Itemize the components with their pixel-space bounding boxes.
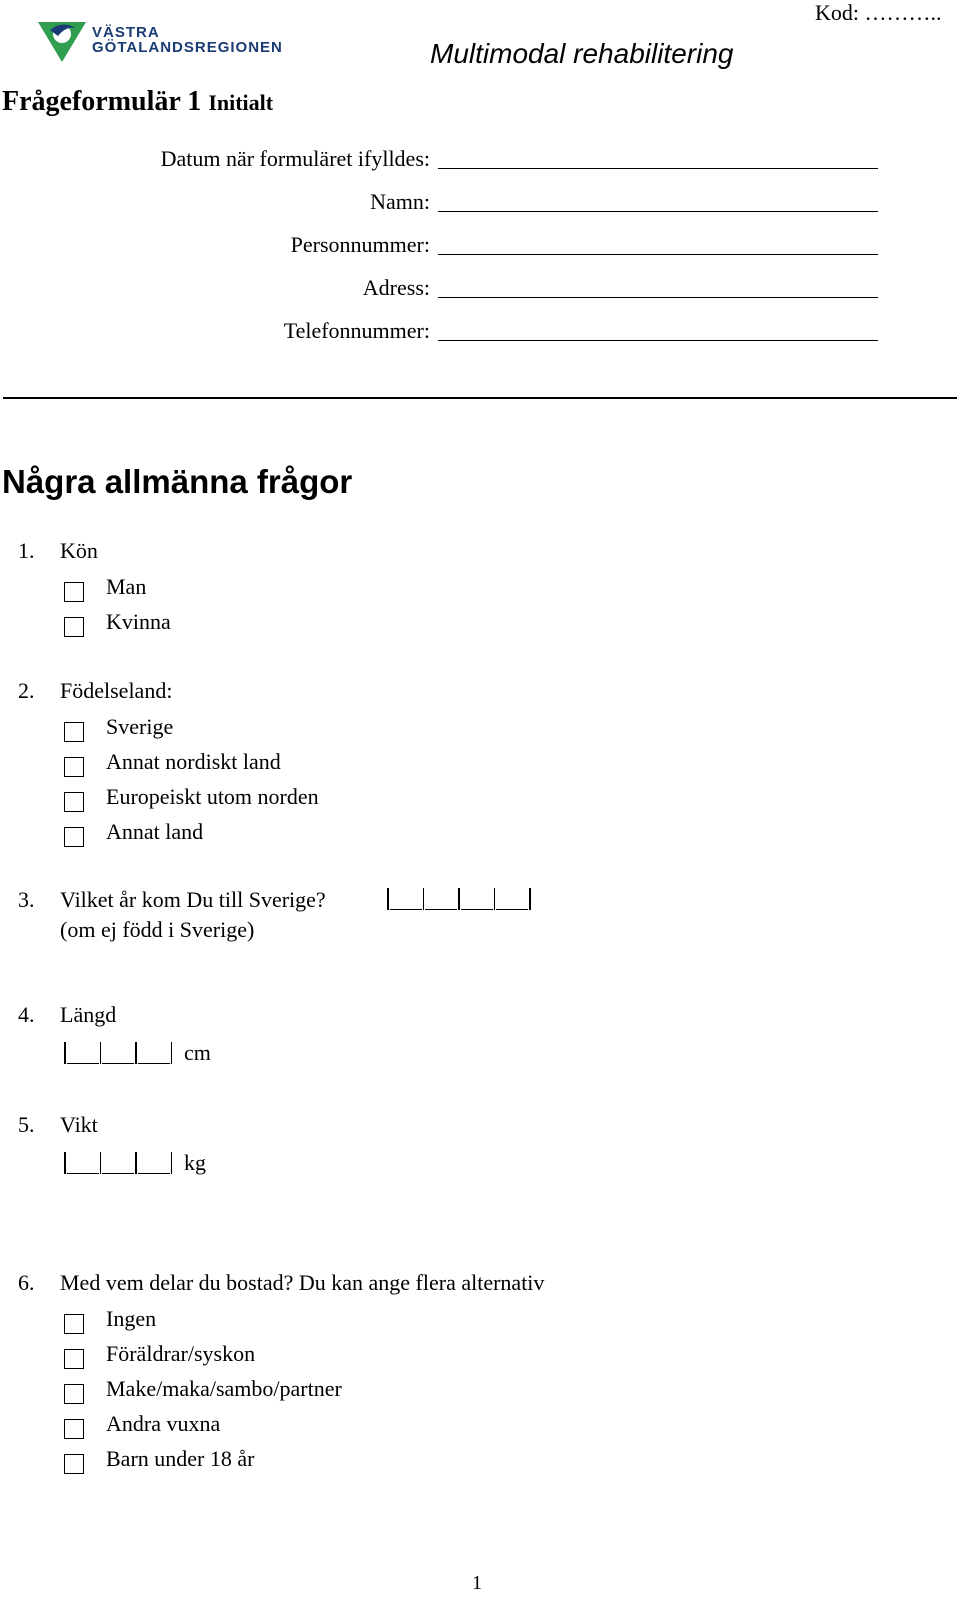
question-number: 2. [18,678,35,703]
question-text-bostad: Med vem delar du bostad? Du kan ange flera alternativ [60,1270,545,1295]
checkbox-make-maka[interactable] [64,1384,84,1404]
field-input-telefonnummer[interactable] [438,340,878,341]
question-text-vikt: Vikt [60,1112,98,1137]
unit-kg: kg [184,1150,206,1175]
question-number: 1. [18,538,35,563]
title-small: Initialt [208,90,274,115]
unit-cm: cm [184,1040,211,1065]
question-number: 3. [18,887,35,912]
question-number: 5. [18,1112,35,1137]
question-number: 4. [18,1002,35,1027]
checkbox-foraldrar-syskon[interactable] [64,1349,84,1369]
question-text-kon: Kön [60,538,98,563]
year-digit-input[interactable] [387,886,531,910]
subtitle: Multimodal rehabilitering [430,38,734,69]
option-label-annat-land: Annat land [106,819,204,844]
option-label-kvinna: Kvinna [106,609,171,634]
page-title [2,86,273,118]
logo-text-line2: GÖTALANDSREGIONEN [92,39,283,56]
question-text-langd: Längd [60,1002,117,1027]
option-label-make-maka: Make/maka/sambo/partner [106,1376,342,1401]
option-label-man: Man [106,574,147,599]
field-label-personnummer: Personnummer: [290,232,430,257]
page-number: 1 [472,1572,482,1594]
option-label-ingen: Ingen [106,1306,157,1331]
field-input-datum[interactable] [438,168,878,169]
length-digit-input[interactable] [64,1040,172,1064]
question-text-fodelseland: Födelseland: [60,678,173,703]
checkbox-andra-vuxna[interactable] [64,1419,84,1439]
weight-digit-input[interactable] [64,1150,172,1174]
checkbox-kvinna[interactable] [64,617,84,637]
option-label-andra-vuxna: Andra vuxna [106,1411,221,1436]
checkbox-annat-nordiskt-land[interactable] [64,757,84,777]
section-heading: Några allmänna frågor [2,463,353,500]
option-label-europeiskt-utom-norden: Europeiskt utom norden [106,784,319,809]
checkbox-annat-land[interactable] [64,827,84,847]
checkbox-barn-under-18[interactable] [64,1454,84,1474]
logo-text-line1: VÄSTRA [92,24,160,41]
option-label-foraldrar-syskon: Föräldrar/syskon [106,1341,256,1366]
field-label-telefonnummer: Telefonnummer: [283,318,430,343]
option-label-annat-nordiskt-land: Annat nordiskt land [106,749,281,774]
field-label-adress: Adress: [362,275,430,300]
question-text-ar: Vilket år kom Du till Sverige? [60,887,326,912]
checkbox-ingen[interactable] [64,1314,84,1334]
field-input-adress[interactable] [438,297,878,298]
field-label-datum: Datum när formuläret ifylldes: [160,146,430,171]
option-label-sverige: Sverige [106,714,174,739]
option-label-barn-under-18: Barn under 18 år [106,1446,255,1471]
divider [3,397,957,399]
field-input-namn[interactable] [438,211,878,212]
title-main: Frågeformulär 1 [2,86,202,117]
question-note-ar: (om ej född i Sverige) [60,917,255,942]
checkbox-man[interactable] [64,582,84,602]
kod-label: Kod: ……….. [815,0,942,25]
field-input-personnummer[interactable] [438,254,878,255]
field-label-namn: Namn: [370,189,430,214]
question-number: 6. [18,1270,35,1295]
checkbox-sverige[interactable] [64,722,84,742]
checkbox-europeiskt-utom-norden[interactable] [64,792,84,812]
